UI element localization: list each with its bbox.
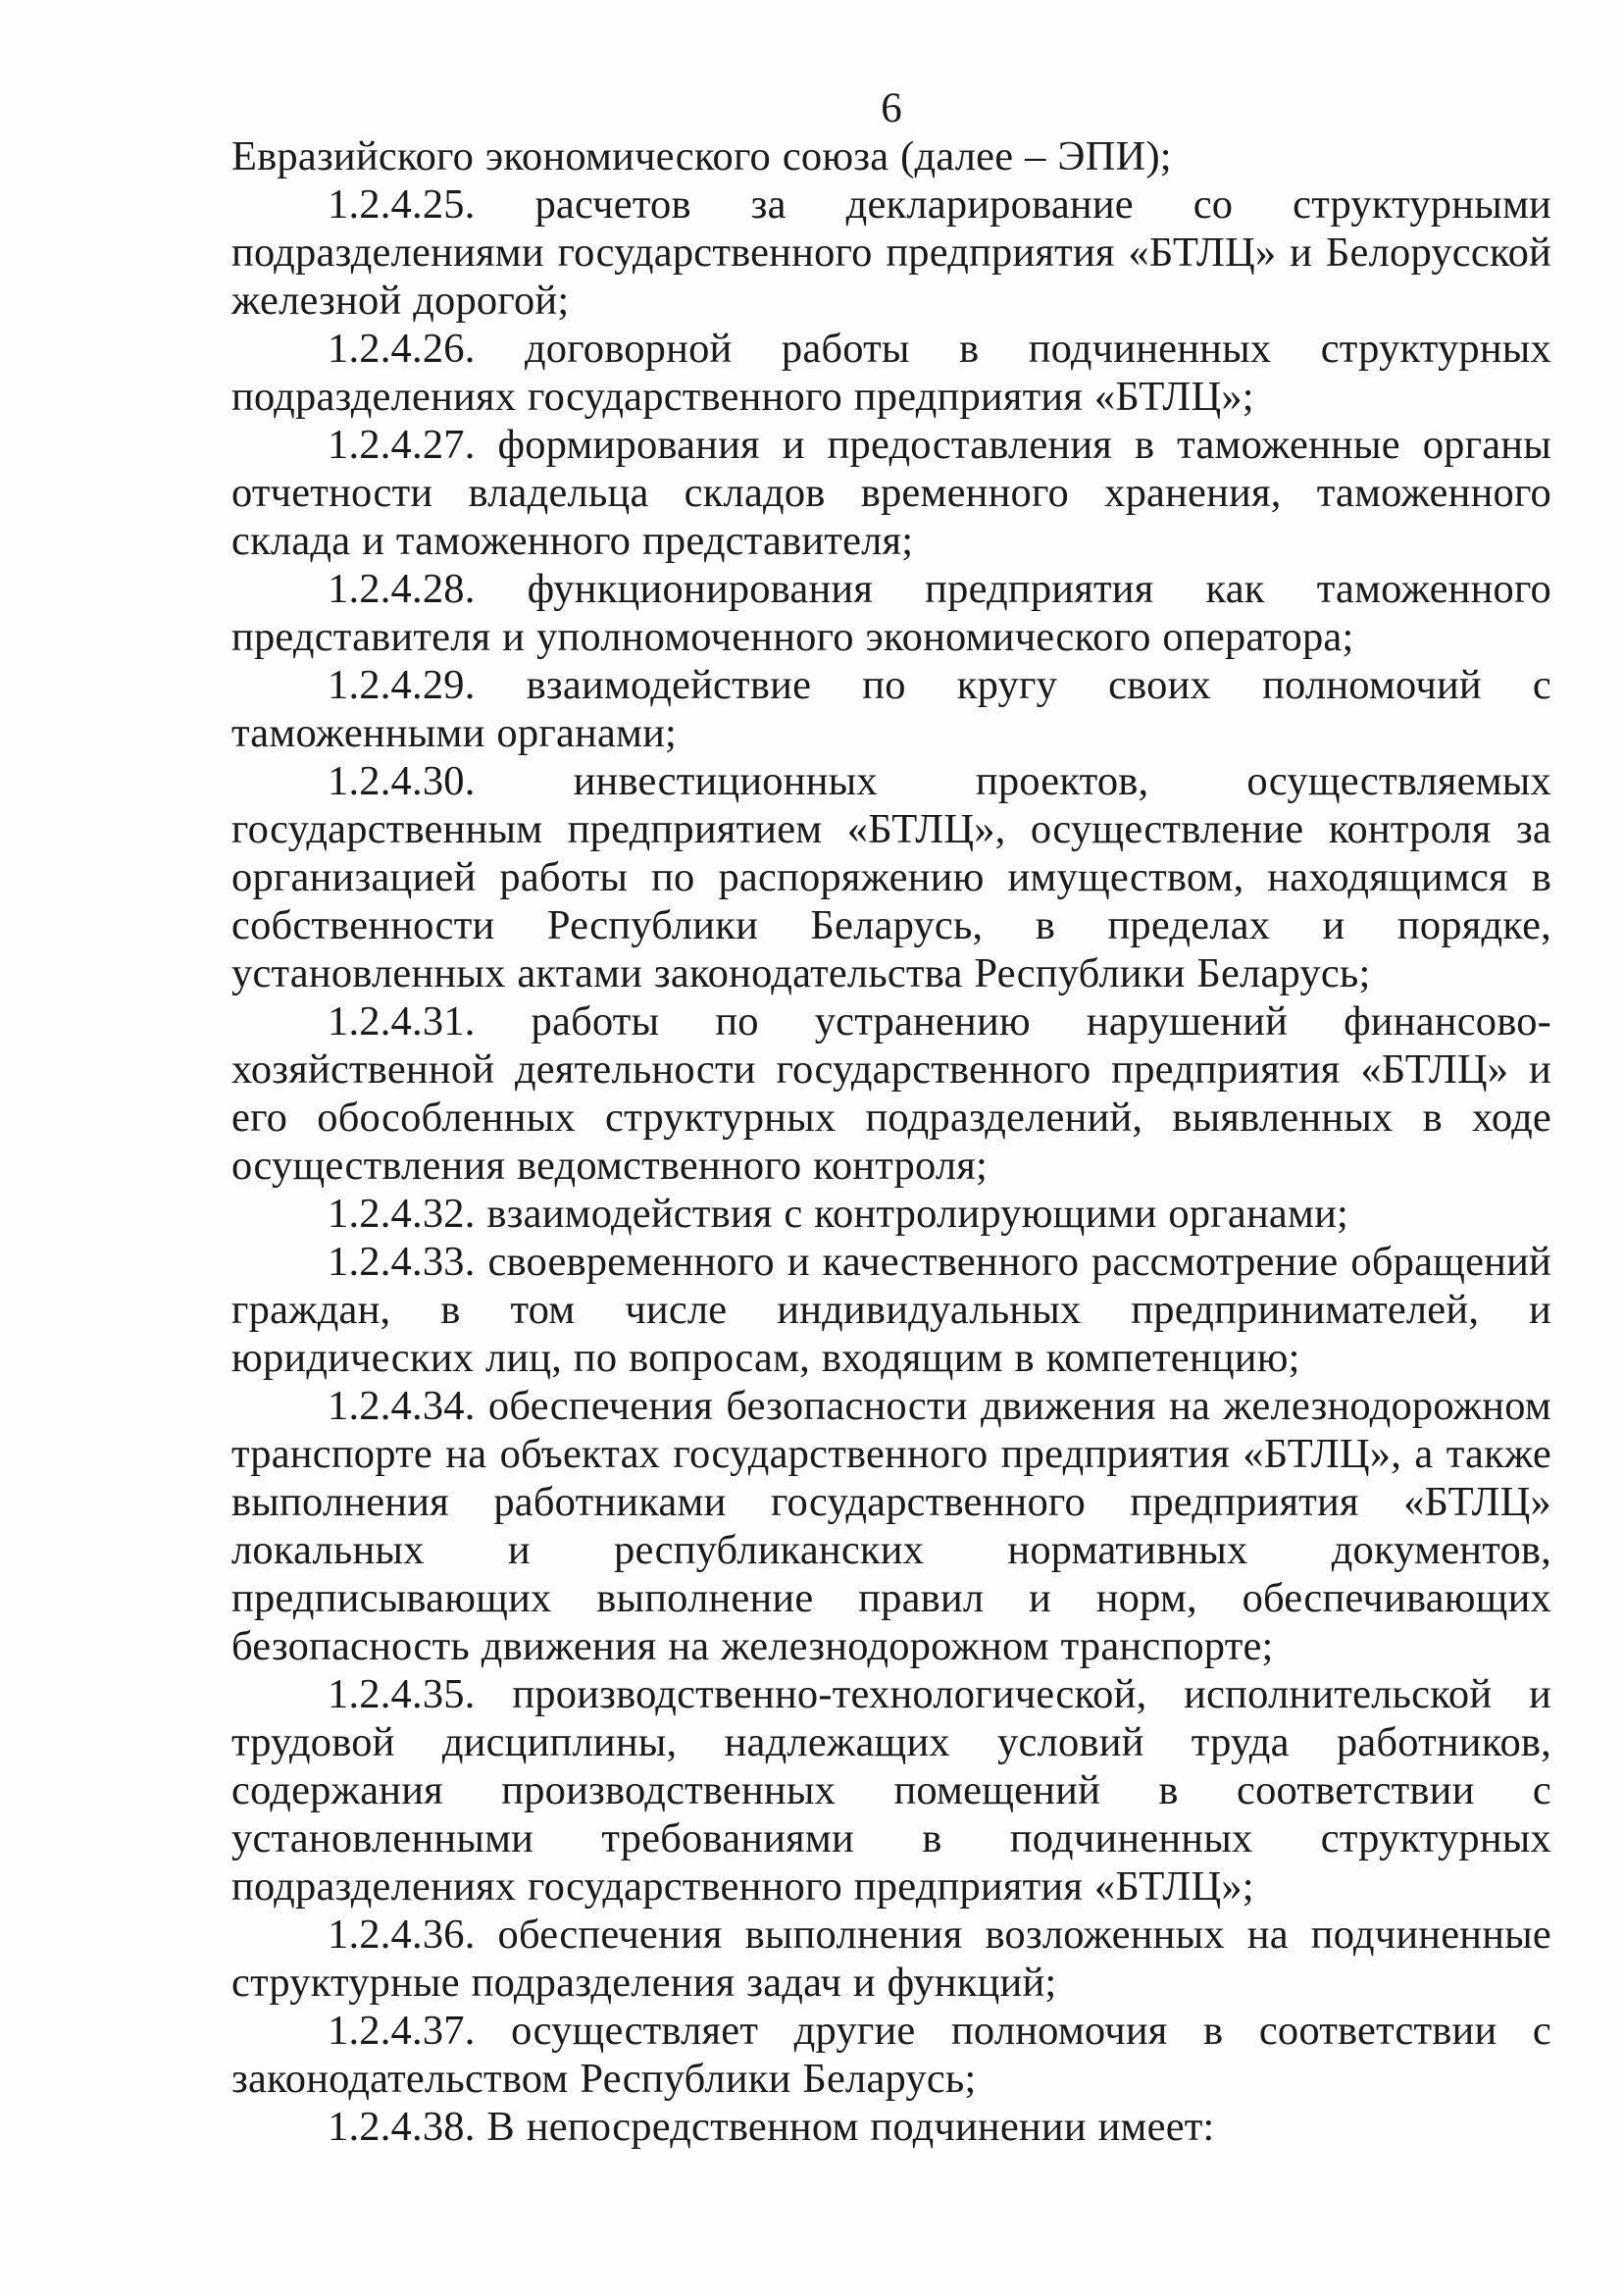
paragraph-1-2-4-28: 1.2.4.28. функционирования предприятия как таможенного представителя и уполномоченного экономического оператора; (231, 566, 1551, 660)
paragraph-1-2-4-29: 1.2.4.29. взаимодействие по кругу своих полномочий с таможенными органами; (231, 662, 1551, 756)
paragraph-1-2-4-27: 1.2.4.27. формирования и предоставления в таможенные органы отчетности владельца складов временного хранения, таможенного склада и таможенного представителя; (231, 422, 1551, 564)
paragraph-1-2-4-35: 1.2.4.35. производственно-технологической, исполнительской и трудовой дисциплины, надлежащих условий труда работников, содержания производственных помещений в соответствии с установленными требованиями в подчиненных структурных подразделениях государственного предприятия «БТЛЦ»; (231, 1671, 1551, 1910)
paragraph-1-2-4-37: 1.2.4.37. осуществляет другие полномочия в соответствии с законодательством Республики Беларусь; (231, 2008, 1551, 2102)
paragraph-1-2-4-26: 1.2.4.26. договорной работы в подчиненных структурных подразделениях государственного предприятия «БТЛЦ»; (231, 326, 1551, 420)
paragraph-1-2-4-36: 1.2.4.36. обеспечения выполнения возложенных на подчиненные структурные подразделения задач и функций; (231, 1912, 1551, 2006)
paragraph-1-2-4-38: 1.2.4.38. В непосредственном подчинении имеет: (328, 2104, 1215, 2150)
paragraph-1-2-4-30: 1.2.4.30. инвестиционных проектов, осуществляемых государственным предприятием «БТЛЦ», осуществление контроля за организацией работы по распоряжению имуществом, находящимся в собственности Республики Беларусь, в пределах и порядке, установленных актами законодательства Республики Беларусь; (231, 758, 1551, 996)
page-number: 6 (881, 85, 902, 131)
paragraph-1-2-4-34: 1.2.4.34. обеспечения безопасности движения на железнодорожном транспорте на объектах государственного предприятия «БТЛЦ», а также выполнения работниками государственного предприятия «БТЛЦ» локальных и республиканских нормативных документов, предписывающих выполнение правил и норм, обеспечивающих безопасность движения на железнодорожном транспорте; (231, 1383, 1551, 1669)
document-text (231, 132, 1551, 2151)
paragraph-1-2-4-32: 1.2.4.32. взаимодействия с контролирующими органами; (328, 1191, 1349, 1237)
paragraph-1-2-4-25: 1.2.4.25. расчетов за декларирование со структурными подразделениями государственного предприятия «БТЛЦ» и Белорусской железной дорогой; (231, 181, 1551, 324)
paragraph-1-2-4-33: 1.2.4.33. своевременного и качественного рассмотрение обращений граждан, в том числе индивидуальных предпринимателей, и юридических лиц, по вопросам, входящим в компетенцию; (231, 1239, 1551, 1381)
paragraph-continuation: Евразийского экономического союза (далее – ЭПИ); (231, 133, 1172, 179)
paragraph-1-2-4-31: 1.2.4.31. работы по устранению нарушений финансово-хозяйственной деятельности государственного предприятия «БТЛЦ» и его обособленных структурных подразделений, выявленных в ходе осуществления ведомственного контроля; (231, 998, 1551, 1189)
